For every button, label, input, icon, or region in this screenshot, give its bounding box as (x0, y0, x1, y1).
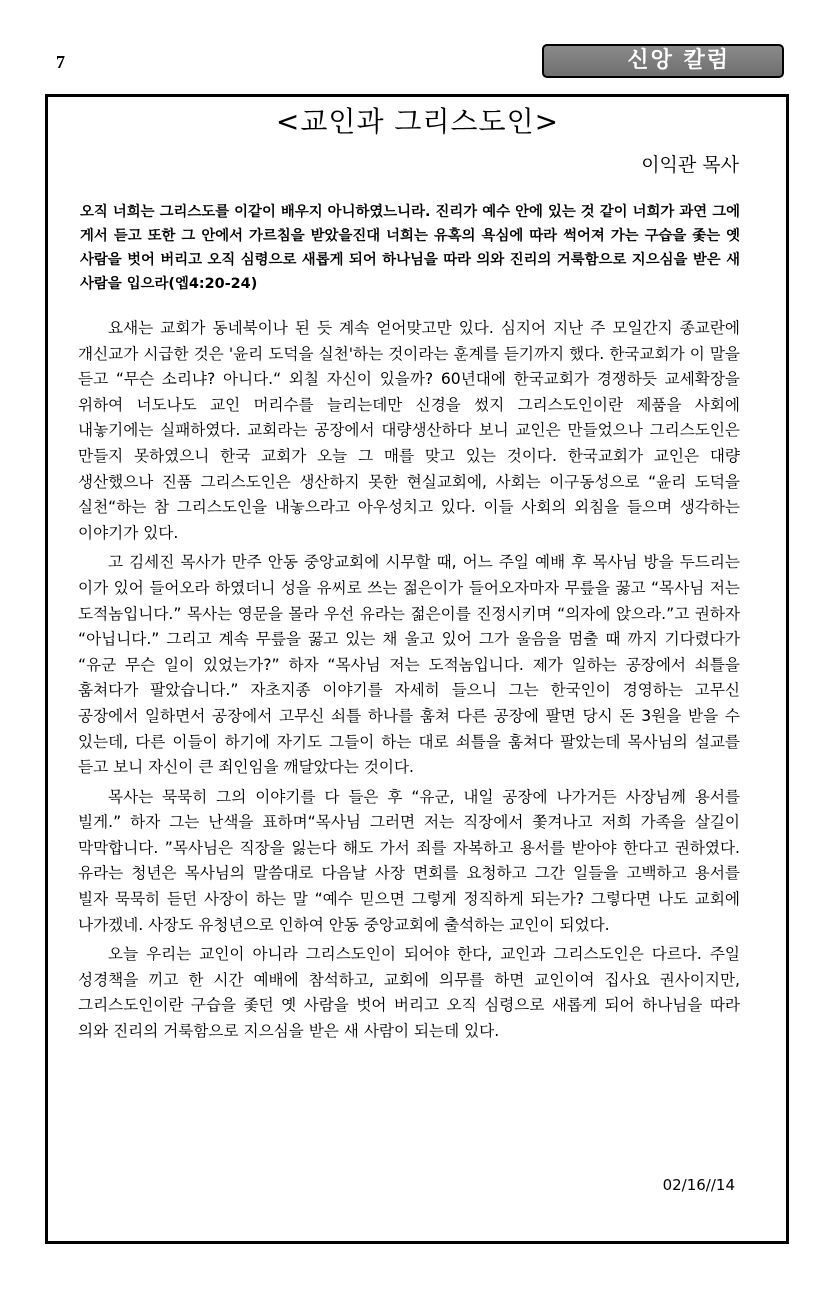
article-body (78, 316, 740, 1049)
article-author: 이익관 목사 (641, 154, 739, 176)
body-paragraph: 요새는 교회가 동네북이나 된 듯 계속 얻어맞고만 있다. 심지어 지난 주 모일간지 종교란에 개신교가 시급한 것은 '윤리 도덕을 실천'하는 것이라는 훈계를 듣기까지 했다. 한국교회가 이 말을 듣고 “무슨 소리냐? 아니다.“ 외칠 자신이 있을까? 60년대에 한국교회가 경쟁하듯 교세확장을 위하여 너도나도 교인 머리수를 늘리는데만 신경을 썼지 그리스도인이란 제품을 사회에 내놓기에는 실패하였다. 교회라는 공장에서 대량생산하다 보니 교인은 만들었으나 그리스도인은 만들지 못하였으니 한국 교회가 오늘 그 매를 맞고 있는 것이다. 한국교회가 교인은 대량 생산했으나 진품 그리스도인은 생산하지 못한 현실교회에, 사회는 이구동성으로 “윤리 도덕을 실천“하는 참 그리스도인을 내놓으라고 아우성치고 있다. 이들 사회의 외침을 들으며 생각하는 이야기가 있다. (78, 319, 740, 542)
body-paragraph: 고 김세진 목사가 만주 안동 중앙교회에 시무할 때, 어느 주일 예배 후 목사님 방을 두드리는 이가 있어 들어오라 하였더니 성을 유씨로 쓰는 젊은이가 들어오자마자 무릎을 꿇고 “목사님 저는 도적놈입니다.” 목사는 영문을 몰라 우선 유라는 젊은이를 진정시키며 “의자에 앉으라.”고 권하자 “아닙니다.” 그리고 계속 무릎을 꿇고 있는 채 울고 있어 그가 울음을 멈출 때 까지 기다렸다가 “유군 무슨 일이 있었는가?” 하자 “목사님 저는 도적놈입니다. 제가 일하는 공장에서 쇠틀을 훔쳐다가 팔았습니다.” 자초지종 이야기를 자세히 들으니 그는 한국인이 경영하는 고무신 공장에서 일하면서 공장에서 고무신 쇠틀 하나를 훔쳐 다른 공장에 팔면 당시 돈 3원을 받을 수 있는데, 다른 이들이 하기에 자기도 그들이 하는 대로 쇠틀을 훔쳐다 팔았는데 목사님의 설교를 듣고 보니 자신이 큰 죄인임을 깨달았다는 것이다. (78, 553, 740, 777)
article-date: 02/16//14 (662, 1176, 735, 1194)
body-paragraph: 목사는 묵묵히 그의 이야기를 다 들은 후 “유군, 내일 공장에 나가거든 사장님께 용서를 빌게.” 하자 그는 난색을 표하며“목사님 그러면 저는 직장에서 쫓겨나고 저희 가족을 살길이 막막합니다. ”목사님은 직장을 잃는다 해도 가서 죄를 자복하고 용서를 받아야 한다고 권하였다. 유라는 청년은 목사님의 말씀대로 다음날 사장 면회를 요청하고 그간 일들을 고백하고 용서를 빌자 묵묵히 듣던 사장이 하는 말 “예수 믿으면 그렇게 정직하게 되는가? 그렇다면 나도 교회에 나가겠네. 사장도 유청년으로 인하여 안동 중앙교회에 출석하는 교인이 되었다. (78, 787, 740, 934)
scripture-quote: 오직 너희는 그리스도를 이같이 배우지 아니하였느니라. 진리가 예수 안에 있는 것 같이 너희가 과연 그에게서 듣고 또한 그 안에서 가르침을 받았을진대 너희는 유혹의 욕심에 따라 썩어져 가는 구습을 좇는 옛 사람을 벗어 버리고 오직 심령으로 새롭게 되어 하나님을 따라 의와 진리의 거룩함으로 지으심을 받은 새 사람을 입으라(엡4:20-24) (80, 204, 740, 292)
page-number: 7 (56, 52, 65, 72)
article-title: <교인과 그리스도인> (275, 105, 560, 138)
section-label: 신앙 칼럼 (542, 44, 784, 78)
body-paragraph: 오늘 우리는 교인이 아니라 그리스도인이 되어야 한다, 교인과 그리스도인은 다르다. 주일 성경책을 끼고 한 시간 예배에 참석하고, 교회에 의무를 하면 교인이여 집사요 권사이지만, 그리스도인이란 구습을 좇던 옛 사람을 벗어 버리고 오직 심령으로 새롭게 되어 하나님을 따라 의와 진리의 거룩함으로 지으심을 받은 새 사람이 되는데 있다. (78, 945, 740, 1041)
